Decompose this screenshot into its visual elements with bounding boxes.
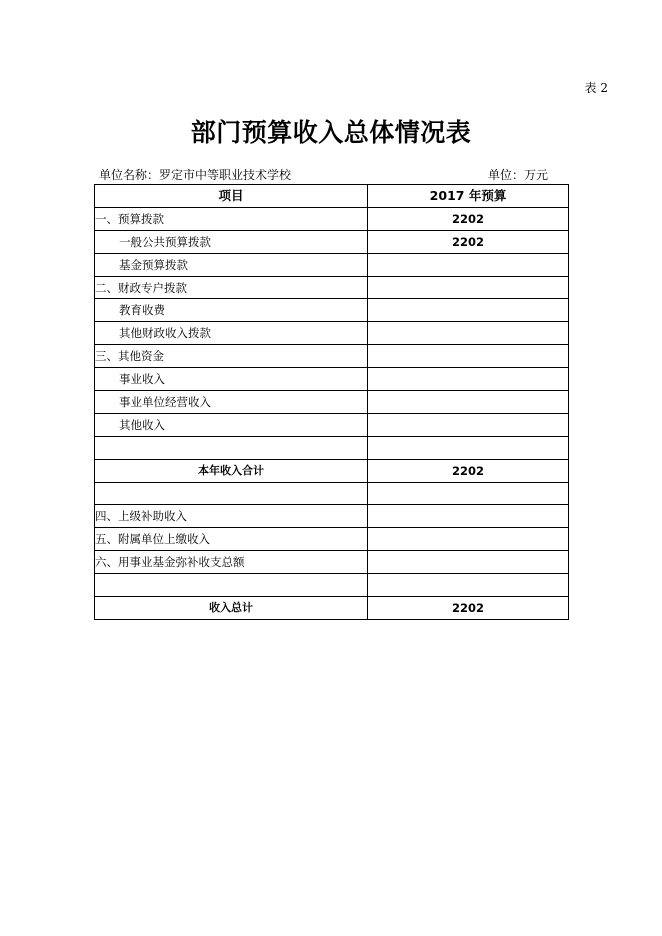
row-value xyxy=(368,322,569,345)
row-value xyxy=(368,436,569,459)
table-row-empty xyxy=(95,482,569,505)
row-value: 2202 xyxy=(368,459,569,482)
table-row xyxy=(95,413,569,436)
table-header-row xyxy=(95,185,569,208)
row-item xyxy=(95,436,368,459)
table-row xyxy=(95,253,569,276)
row-item: 其他收入 xyxy=(95,413,368,436)
table-row xyxy=(95,276,569,299)
table-row-empty xyxy=(95,574,569,597)
row-value xyxy=(368,505,569,528)
table-row xyxy=(95,345,569,368)
row-value xyxy=(368,482,569,505)
table-row xyxy=(95,551,569,574)
column-header-budget: 2017 年预算 xyxy=(368,185,569,208)
table-row-subtotal xyxy=(95,459,569,482)
row-item: 二、财政专户拨款 xyxy=(95,276,368,299)
row-item: 基金预算拨款 xyxy=(95,253,368,276)
row-item: 事业收入 xyxy=(95,368,368,391)
row-value: 2202 xyxy=(368,597,569,620)
table-row xyxy=(95,299,569,322)
row-item: 六、用事业基金弥补收支总额 xyxy=(95,551,368,574)
table-row-empty xyxy=(95,436,569,459)
table-number: 表 2 xyxy=(584,81,608,95)
row-value: 2202 xyxy=(368,207,569,230)
column-header-item: 项目 xyxy=(95,185,368,208)
row-item: 收入总计 xyxy=(95,597,368,620)
row-item xyxy=(95,482,368,505)
row-item: 其他财政收入拨款 xyxy=(95,322,368,345)
row-value xyxy=(368,276,569,299)
row-value xyxy=(368,345,569,368)
row-item: 三、其他资金 xyxy=(95,345,368,368)
table-row xyxy=(95,528,569,551)
row-value xyxy=(368,528,569,551)
table-row xyxy=(95,230,569,253)
table-row xyxy=(95,207,569,230)
row-item: 一、预算拨款 xyxy=(95,207,368,230)
row-value xyxy=(368,391,569,414)
row-item xyxy=(95,574,368,597)
table-row-grand-total xyxy=(95,597,569,620)
page-title: 部门预算收入总体情况表 xyxy=(190,118,472,147)
budget-table xyxy=(94,184,569,620)
unit-name-label: 单位名称：罗定市中等职业技术学校 xyxy=(99,168,292,182)
table-row xyxy=(95,505,569,528)
row-item: 四、上级补助收入 xyxy=(95,505,368,528)
row-value: 2202 xyxy=(368,230,569,253)
row-value xyxy=(368,551,569,574)
row-item: 一般公共预算拨款 xyxy=(95,230,368,253)
unit-label: 单位：万元 xyxy=(488,168,549,182)
row-value xyxy=(368,253,569,276)
row-value xyxy=(368,413,569,436)
row-item: 教育收费 xyxy=(95,299,368,322)
table-row xyxy=(95,391,569,414)
row-item: 本年收入合计 xyxy=(95,459,368,482)
row-item: 事业单位经营收入 xyxy=(95,391,368,414)
row-item: 五、附属单位上缴收入 xyxy=(95,528,368,551)
row-value xyxy=(368,368,569,391)
table-row xyxy=(95,368,569,391)
row-value xyxy=(368,299,569,322)
table-row xyxy=(95,322,569,345)
row-value xyxy=(368,574,569,597)
